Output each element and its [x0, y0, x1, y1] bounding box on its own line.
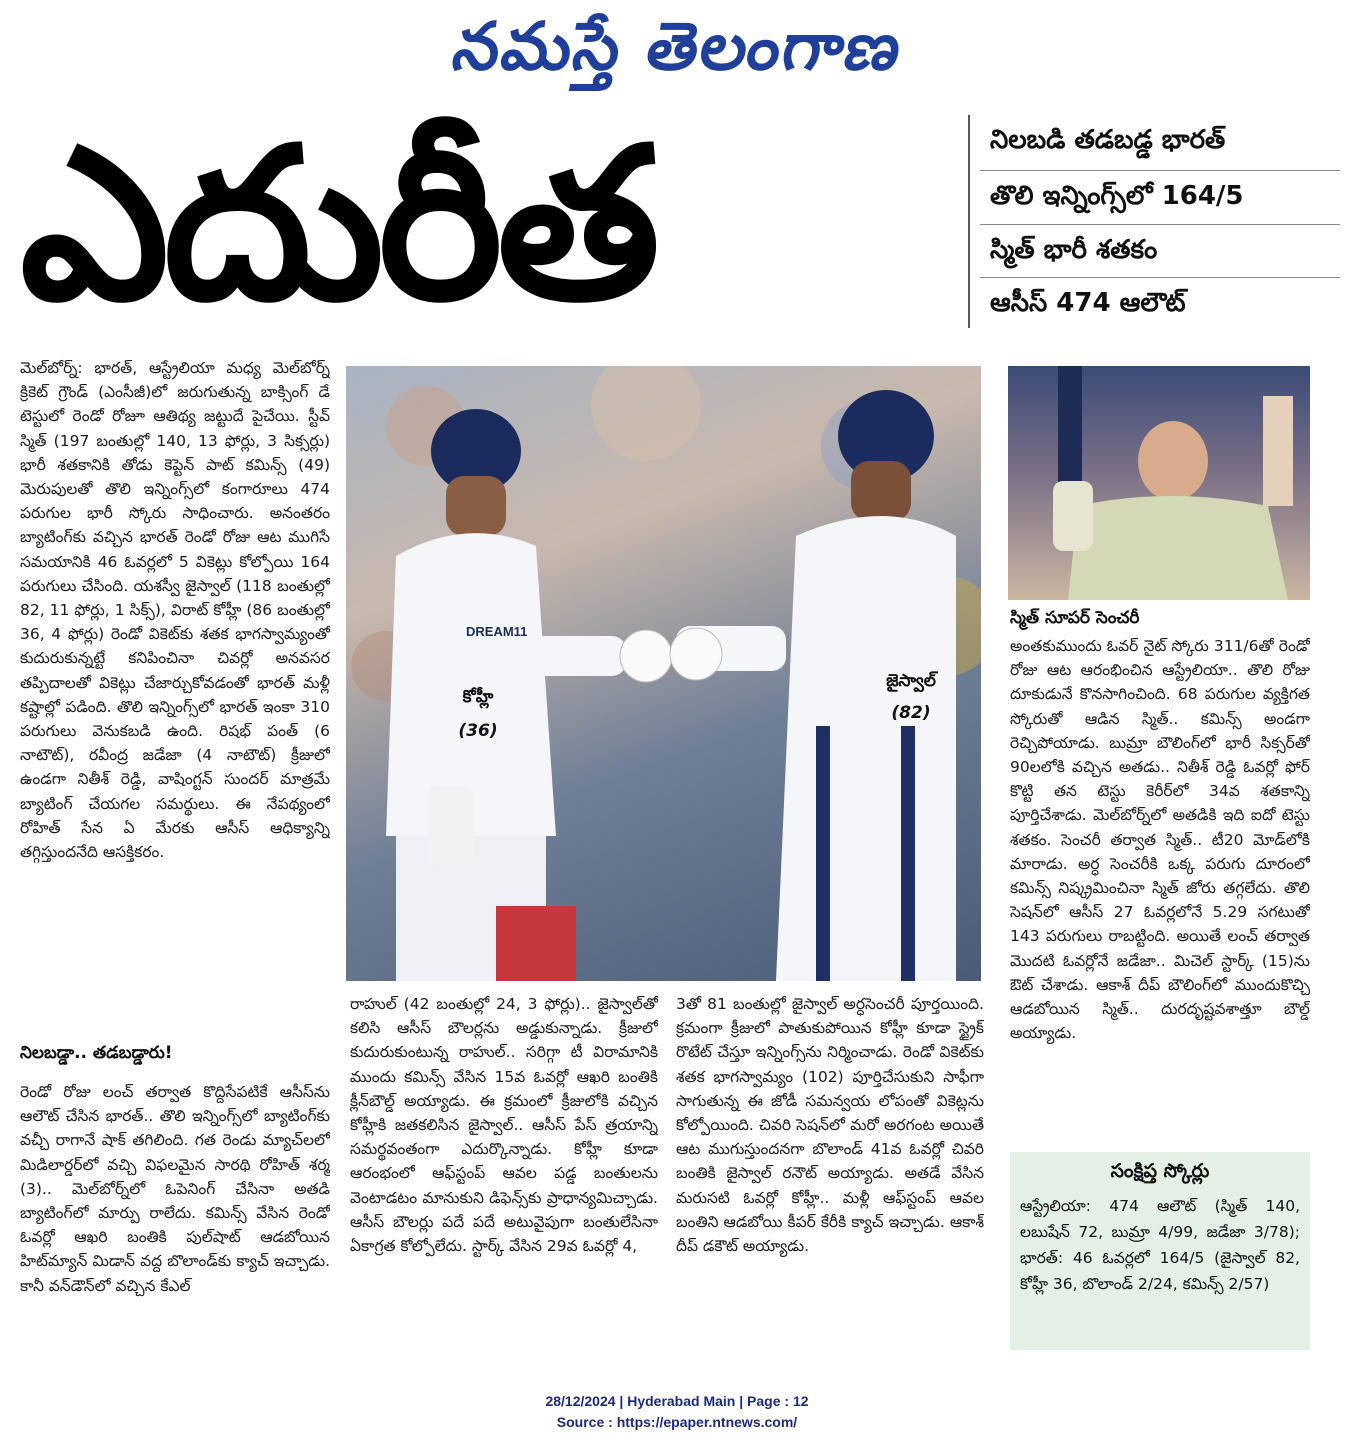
column-1-subhead: నిలబడ్డా.. తడబడ్డారు!	[20, 1043, 173, 1063]
column-1-body	[20, 1080, 330, 1360]
scorecard-box	[1010, 1152, 1310, 1350]
lead-paragraph: మెల్‌బోర్న్: భారత్, ఆస్ట్రేలియా మధ్య మెల్‌బోర్న్ క్రికెట్ గ్రౌండ్ (ఎంసీజీ)లో జరుగుతున్న బాక్సింగ్ డే టెస్టులో రెండో రోజూ ఆతిథ్య జట్టుదే పైచేయి. స్టీవ్ స్మిత్ (197 బంతుల్లో 140, 13 ఫోర్లు, 3 సిక్సర్లు) భారీ శతకానికి తోడు కెప్టెన్ పాట్ కమిన్స్ (49) మెరుపులతో తొలి ఇన్నింగ్స్‌లో కంగారూలు 474 పరుగుల భారీ స్కోరు సాధించారు. అనంతరం బ్యాటింగ్‌కు వచ్చిన భారత్ రెండో రోజు ఆట ముగిసే సమయానికి 46 ఓవర్లలో 5 వికెట్లు కోల్పోయి 164 పరుగులు చేసింది. యశస్వీ జైస్వాల్ (118 బంతుల్లో 82, 11 ఫోర్లు, 1 సిక్స్), విరాట్ కోహ్లీ (86 బంతుల్లో 36, 4 ఫోర్లు) రెండో వికెట్‌కు శతక భాగస్వామ్యంతో కుదురుకున్నట్టే కనిపించినా చివర్లో అనవసర తప్పిదాలతో వికెట్లు చేజార్చుకోవడంతో భారత్ మళ్లీ కష్టాల్లో పడింది. తొలి ఇన్నింగ్స్‌లో భారత్ ఇంకా 310 పరుగులు వెనుకబడి ఉంది. రిషభ్ పంత్ (6 నాటౌట్), రవీంద్ర జడేజా (4 నాటౌట్) క్రీజులో ఉండగా నితీశ్ రెడ్డి, వాషింగ్టన్ సుందర్ మాత్రమే బ్యాటింగ్ చేయగల సమర్థులు. ఈ నేపథ్యంలో రోహిత్ సేన ఏ మేరకు ఆసీస్ ఆధిక్యాన్ని తగ్గిస్తుందనేది ఆసక్తికరం.	[20, 359, 330, 862]
body-paragraph: రెండో రోజు లంచ్ తర్వాత కొద్దిసేపటికే ఆసీస్‌ను ఆలౌట్ చేసిన భారత్.. తొలి ఇన్నింగ్స్‌లో బ్యాటింగ్‌కు వచ్చీ రాగానే షాక్ తగిలింది. గత రెండు మ్యాచ్‌లలో మిడిలార్డర్‌లో వచ్చి విఫలమైన సారథి రోహిత్ శర్మ (3).. మెల్‌బోర్న్‌లో ఓపెనింగ్ చేసినా అతడి బ్యాటింగ్‌లో మార్పు రాలేదు. కమిన్స్ వేసిన రెండో ఓవర్లో ఆఖరి బంతికి పుల్‌షాట్ ఆడబోయిన హిట్‌మ్యాన్ మిడాన్ వద్ద బొలాండ్‌కు క్యాచ్ ఇచ్చాడు. కానీ వన్‌డౌన్‌లో వచ్చిన కేఎల్	[20, 1083, 330, 1295]
column-1-lead	[20, 356, 330, 1021]
footer-date-edition: 28/12/2024 | Hyderabad Main | Page : 12	[545, 1393, 809, 1409]
kohli-score-tag: (36)	[458, 721, 498, 741]
smith-photo	[1008, 366, 1310, 600]
masthead-logo: నమస్తే తెలంగాణ	[447, 8, 910, 85]
headline: ఎదురీత	[20, 102, 655, 347]
smith-illustration	[1008, 366, 1310, 600]
column-4-body	[1010, 634, 1310, 1139]
deck-line-4: ఆసీస్ 474 ఆలౌట్	[990, 288, 1186, 318]
footer-source: Source : https://epaper.ntnews.com/	[556, 1414, 798, 1430]
kohli-name-tag: కోహ్లీ	[462, 687, 494, 707]
match-photo	[346, 366, 981, 981]
deck-line-1: నిలబడి తడబడ్డ భారత్	[990, 125, 1226, 155]
column-4-subhead: స్మిత్ సూపర్ సెంచరీ	[1010, 608, 1140, 628]
jaiswal-score-tag: (82)	[891, 703, 931, 723]
body-paragraph: 3తో 81 బంతుల్లో జైస్వాల్ అర్ధసెంచరీ పూర్తయింది. క్రమంగా క్రీజులో పాతుకుపోయిన కోహ్లీ కూడా స్ట్రైక్ రొటేట్ చేస్తూ ఇన్నింగ్స్‌ను నిర్మించాడు. రెండో వికెట్‌కు శతక భాగస్వామ్యం (102) పూర్తిచేసుకుని సాఫీగా సాగుతున్న ఈ జోడీ సమన్వయ లోపంతో వికెట్లను కోల్పోయింది. చివరి సెషన్‌లో మరో అరగంట అయితే ఆట ముగుస్తుందనగా బొలాండ్ 41వ ఓవర్లో చివరి బంతికి జైస్వాల్ రనౌట్ అయ్యాడు. అతడే వేసిన మరుసటి ఓవర్లో కోహ్లీ.. మళ్లీ ఆఫ్‌స్టంప్ ఆవల బంతిని ఆడబోయి కీపర్ కేరీకి క్యాచ్ ఇచ్చాడు. ఆకాశ్ దీప్ డకౌట్ అయ్యాడు.	[676, 995, 984, 1256]
column-2-body	[350, 992, 658, 1364]
jaiswal-name-tag: జైస్వాల్	[886, 671, 936, 691]
jersey-sponsor-text: DREAM11	[466, 624, 528, 639]
scorecard-title: సంక్షిప్త స్కోర్లు	[1110, 1160, 1210, 1182]
scorecard-body: ఆస్ట్రేలియా: 474 ఆలౌట్ (స్మిత్ 140, లబుషేన్ 72, బుమ్రా 4/99, జడేజా 3/78); భారత్: 46 ఓవర్లలో 164/5 (జైస్వాల్ 82, కోహ్లీ 36, బొలాండ్ 2/24, కమిన్స్ 2/57)	[1020, 1197, 1300, 1293]
deck-line-2: తొలి ఇన్నింగ్స్‌లో 164/5	[990, 181, 1244, 211]
column-3-body	[676, 992, 984, 1364]
body-paragraph: అంతకుముందు ఓవర్ నైట్ స్కోరు 311/6తో రెండో రోజు ఆట ఆరంభించిన ఆస్ట్రేలియా.. తొలి రోజు దూకుడునే కొనసాగించింది. 68 పరుగుల వ్యక్తిగత స్కోరుతో ఆడిన స్మిత్.. కమిన్స్ అండగా రెచ్చిపోయాడు. బుమ్రా బౌలింగ్‌లో భారీ సిక్సర్‌తో 90లలోకి వచ్చిన అతడు.. నితీశ్ రెడ్డి ఓవర్లో ఫోర్ కొట్టి తన టెస్టు కెరీర్‌లో 34వ శతకాన్ని పూర్తిచేశాడు. మెల్‌బోర్న్‌లో అతడికి ఇది ఐదో టెస్టు శతకం. సెంచరీ తర్వాత స్మిత్.. టీ20 మోడ్‌లోకి మారాడు. అర్ధ సెంచరీకి ఒక్క పరుగు దూరంలో కమిన్స్ నిష్క్రమించినా స్మిత్ జోరు తగ్గలేదు. తొలి సెషన్‌లో ఆసీస్ 27 ఓవర్లలోనే 5.29 సగటుతో 143 పరుగులు రాబట్టింది. అయితే లంచ్ తర్వాత మొదటి ఓవర్లోనే జడేజా.. మిచెల్ స్టార్క్ (15)ను ఔట్ చేశాడు. ఆకాశ్ దీప్ బౌలింగ్‌లో ముందుకొచ్చి ఆడబోయిన స్మిత్.. దురదృష్టవశాత్తూ బౌల్డ్ అయ్యాడు.	[1010, 637, 1310, 1043]
deck-line-3: స్మిత్ భారీ శతకం	[990, 235, 1158, 265]
deck-divider	[968, 115, 970, 328]
body-paragraph: రాహుల్ (42 బంతుల్లో 24, 3 ఫోర్లు).. జైస్వాల్‌తో కలిసి ఆసీస్ బౌలర్లను అడ్డుకున్నాడు. క్రీజులో కుదురుకుంటున్న రాహుల్.. సరిగ్గా టీ విరామానికి ముందు కమిన్స్ వేసిన 15వ ఓవర్లో ఆఖరి బంతికి క్లీన్‌బౌల్డ్ అయ్యాడు. ఈ క్రమంలో క్రీజులోకి వచ్చిన కోహ్లీకి జతకలిసిన జైస్వాల్.. ఆసీస్ పేస్ త్రయాన్ని సమర్థవంతంగా ఎదుర్కొన్నాడు. కోహ్లీ కూడా ఆరంభంలో ఆఫ్‌స్టంప్ ఆవల పడ్డ బంతులను వెంటాడటం మానుకుని డిఫెన్స్‌కు ప్రాధాన్యమిచ్చాడు. ఆసీస్ బౌలర్లు పదే పదే అటువైపుగా బంతులేసినా ఏకాగ్రత కోల్పోలేదు. స్టార్క్ వేసిన 29వ ఓవర్లో 4,	[350, 995, 658, 1256]
